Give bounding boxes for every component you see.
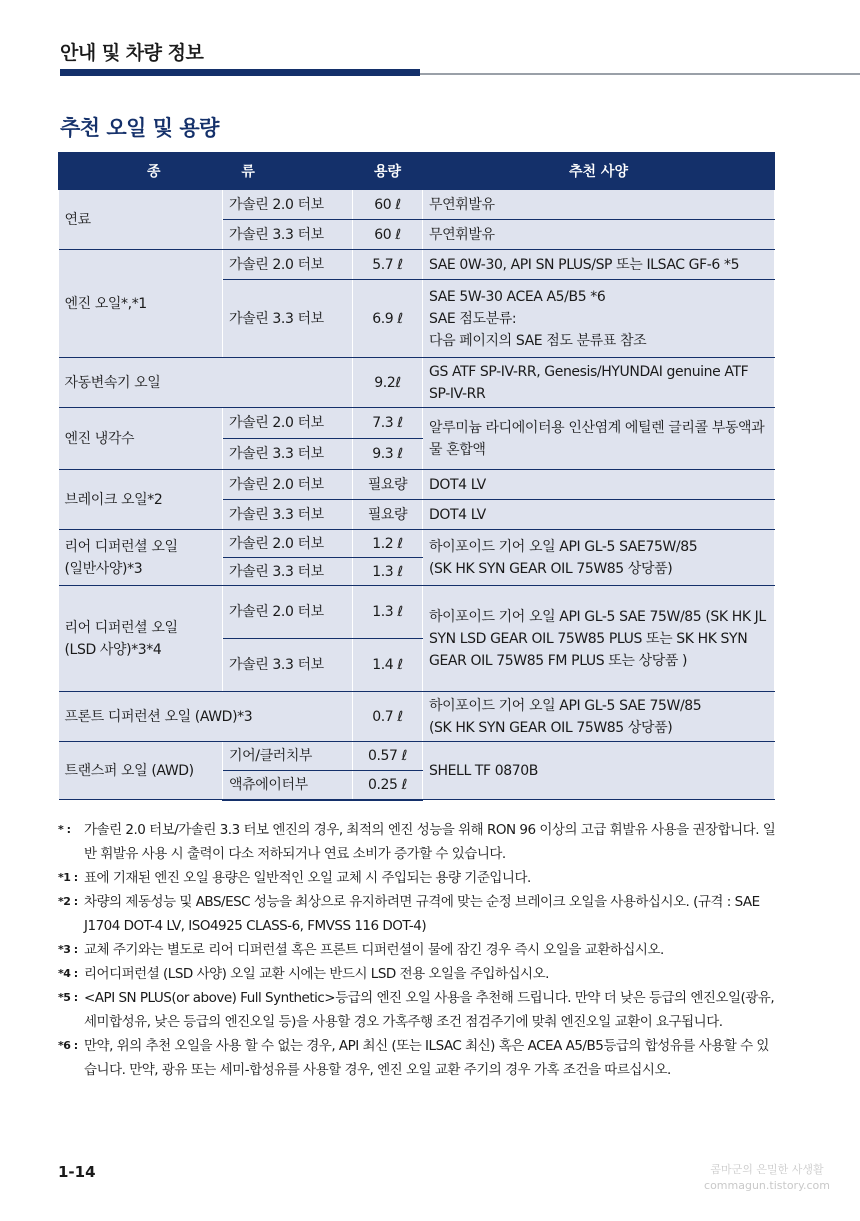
capacity-cell: 필요량 (353, 500, 423, 530)
capacity-cell: 9.3 ℓ (353, 439, 423, 470)
spec-cell: SHELL TF 0870B (423, 742, 775, 800)
spec-line: (SK HK SYN GEAR OIL 75W85 상당품) (429, 719, 673, 736)
variant-cell: 가솔린 2.0 터보 (223, 586, 353, 639)
spec-cell (423, 692, 775, 742)
capacity-cell: 0.57 ℓ (353, 742, 423, 771)
spec-line: (SK HK SYN GEAR OIL 75W85 상당품) (429, 560, 673, 577)
category-cell: 트랜스퍼 오일 (AWD) (59, 742, 223, 800)
category-line: 리어 디퍼런셜 오일 (64, 538, 178, 555)
table-row (59, 742, 775, 771)
variant-cell: 가솔린 3.3 터보 (223, 439, 353, 470)
capacity-cell: 60 ℓ (353, 190, 423, 220)
watermark (704, 1162, 830, 1194)
spec-line: 하이포이드 기어 오일 API GL-5 SAE 75W/85 (429, 697, 702, 714)
table-row (59, 586, 775, 639)
footnotes (58, 818, 776, 1082)
page-title: 추천 오일 및 용량 (60, 116, 219, 140)
table-row (59, 250, 775, 280)
variant-cell: 가솔린 3.3 터보 (223, 280, 353, 358)
oil-capacity-table (58, 152, 775, 801)
footnote-text: <API SN PLUS(or above) Full Synthetic>등급의 엔진 오일 사용을 추천해 드립니다. 만약 더 낮은 등급의 엔진오일(광유, 세미합성유, 낮은 등급의 엔진오일 등)을 사용할 경오 가혹주행 조건 점검주기에 맞춰 엔진오일 교환이 요구됩니다. (84, 990, 775, 1030)
variant-cell: 액츄에이터부 (223, 771, 353, 800)
capacity-cell: 0.25 ℓ (353, 771, 423, 800)
capacity-cell: 60 ℓ (353, 220, 423, 250)
table-row (59, 530, 775, 558)
table-row (59, 408, 775, 439)
section-header: 안내 및 차량 정보 (60, 42, 204, 64)
variant-cell: 가솔린 3.3 터보 (223, 639, 353, 692)
header-spec: 추천 사양 (423, 153, 775, 190)
spec-cell: GS ATF SP-IV-RR, Genesis/HYUNDAI genuine ATF SP-IV-RR (423, 358, 775, 408)
capacity-cell: 1.3 ℓ (353, 586, 423, 639)
watermark-line: commagun.tistory.com (704, 1179, 830, 1192)
category-cell: 연료 (59, 190, 223, 250)
capacity-cell: 6.9 ℓ (353, 280, 423, 358)
spec-cell: DOT4 LV (423, 500, 775, 530)
category-cell: 엔진 냉각수 (59, 408, 223, 470)
category-line: 리어 디퍼런셜 오일 (64, 619, 178, 636)
category-cell (59, 586, 223, 692)
category-cell: 프론트 디퍼런션 오일 (AWD)*3 (59, 692, 353, 742)
spec-line: 하이포이드 기어 오일 API GL-5 SAE75W/85 (429, 538, 698, 555)
spec-cell: SAE 0W-30, API SN PLUS/SP 또는 ILSAC GF-6 *5 (423, 250, 775, 280)
footnote-text: 가솔린 2.0 터보/가솔린 3.3 터보 엔진의 경우, 최적의 엔진 성능을 위해 RON 96 이상의 고급 휘발유 사용을 권장합니다. 일반 휘발유 사용 시 출력이 다소 저하되거나 연료 소비가 증가할 수 있습니다. (84, 822, 776, 862)
table-row (59, 470, 775, 500)
table-header-row (59, 153, 775, 190)
variant-cell: 가솔린 2.0 터보 (223, 530, 353, 558)
spec-cell: DOT4 LV (423, 470, 775, 500)
footnote-mark: *1 : (58, 871, 78, 884)
capacity-cell: 7.3 ℓ (353, 408, 423, 439)
table-row (59, 692, 775, 742)
footnote-text: 교체 주기와는 별도로 리어 디퍼런셜 혹은 프론트 디퍼런셜이 물에 잠긴 경우 즉시 오일을 교환하십시오. (84, 942, 664, 958)
spec-line: SAE 점도분류: (429, 310, 517, 327)
header-capacity: 용량 (353, 153, 423, 190)
footnote-text: 차량의 제동성능 및 ABS/ESC 성능을 최상으로 유지하려면 규격에 맞는 순정 브레이크 오일을 사용하십시오. (규격 : SAE J1704 DOT-4 LV, ISO4925 CLASS-6, FMVSS 116 DOT-4) (84, 894, 760, 934)
header-bar (60, 69, 420, 76)
spec-cell (423, 530, 775, 586)
spec-cell: 하이포이드 기어 오일 API GL-5 SAE 75W/85 (SK HK JL SYN LSD GEAR OIL 75W85 PLUS 또는 SK HK SYN GEAR OIL 75W85 FM PLUS 또는 상당품 ) (423, 586, 775, 692)
footnote-mark: * : (58, 823, 71, 836)
category-line: (LSD 사양)*3*4 (64, 641, 162, 658)
footnote-mark: *5 : (58, 991, 78, 1004)
capacity-cell: 1.3 ℓ (353, 558, 423, 586)
footnote-text: 만약, 위의 추천 오일을 사용 할 수 없는 경우, API 최신 (또는 ILSAC 최신) 혹은 ACEA A5/B5등급의 합성유를 사용할 수 있습니다. 만약, 광유 또는 세미-합성유를 사용할 경우, 엔진 오일 교환 주기의 경우 가혹 조건을 따르십시오. (84, 1038, 769, 1078)
variant-cell: 가솔린 2.0 터보 (223, 470, 353, 500)
footnote (58, 938, 776, 962)
footnote (58, 986, 776, 1034)
capacity-cell: 9.2ℓ (353, 358, 423, 408)
watermark-line: 콤마군의 은밀한 사생활 (710, 1163, 824, 1176)
footnote (58, 818, 776, 866)
category-cell: 엔진 오일*,*1 (59, 250, 223, 358)
capacity-cell: 5.7 ℓ (353, 250, 423, 280)
capacity-cell: 1.4 ℓ (353, 639, 423, 692)
footnote-mark: *4 : (58, 967, 78, 980)
spec-line: SAE 5W-30 ACEA A5/B5 *6 (429, 288, 606, 305)
table-row (59, 190, 775, 220)
footnote-mark: *2 : (58, 895, 78, 908)
footnote-mark: *6 : (58, 1039, 78, 1052)
category-cell: 자동변속기 오일 (59, 358, 353, 408)
footnote (58, 890, 776, 938)
capacity-cell: 필요량 (353, 470, 423, 500)
spec-cell (423, 280, 775, 358)
spec-cell: 무연휘발유 (423, 220, 775, 250)
variant-cell: 가솔린 3.3 터보 (223, 220, 353, 250)
variant-cell: 가솔린 3.3 터보 (223, 558, 353, 586)
footnote-mark: *3 : (58, 943, 78, 956)
footnote-text: 리어디퍼런셜 (LSD 사양) 오일 교환 시에는 반드시 LSD 전용 오일을 주입하십시오. (84, 966, 549, 982)
category-cell (59, 530, 223, 586)
page-number: 1-14 (58, 1163, 96, 1181)
variant-cell: 기어/클러치부 (223, 742, 353, 771)
variant-cell: 가솔린 3.3 터보 (223, 500, 353, 530)
spec-cell: 알루미늄 라디에이터용 인산염계 에틸렌 글리콜 부동액과 물 혼합액 (423, 408, 775, 470)
table-row (59, 358, 775, 408)
variant-cell: 가솔린 2.0 터보 (223, 250, 353, 280)
footnote (58, 866, 776, 890)
spec-line: 다음 페이지의 SAE 점도 분류표 참조 (429, 332, 647, 349)
category-line: (일반사양)*3 (64, 560, 143, 577)
footnote (58, 962, 776, 986)
header-type: 종 류 (59, 153, 353, 190)
category-cell: 브레이크 오일*2 (59, 470, 223, 530)
spec-cell: 무연휘발유 (423, 190, 775, 220)
capacity-cell: 0.7 ℓ (353, 692, 423, 742)
capacity-cell: 1.2 ℓ (353, 530, 423, 558)
header-rule (420, 73, 860, 75)
footnote (58, 1034, 776, 1082)
variant-cell: 가솔린 2.0 터보 (223, 190, 353, 220)
footnote-text: 표에 기재된 엔진 오일 용량은 일반적인 오일 교체 시 주입되는 용량 기준입니다. (84, 870, 531, 886)
variant-cell: 가솔린 2.0 터보 (223, 408, 353, 439)
